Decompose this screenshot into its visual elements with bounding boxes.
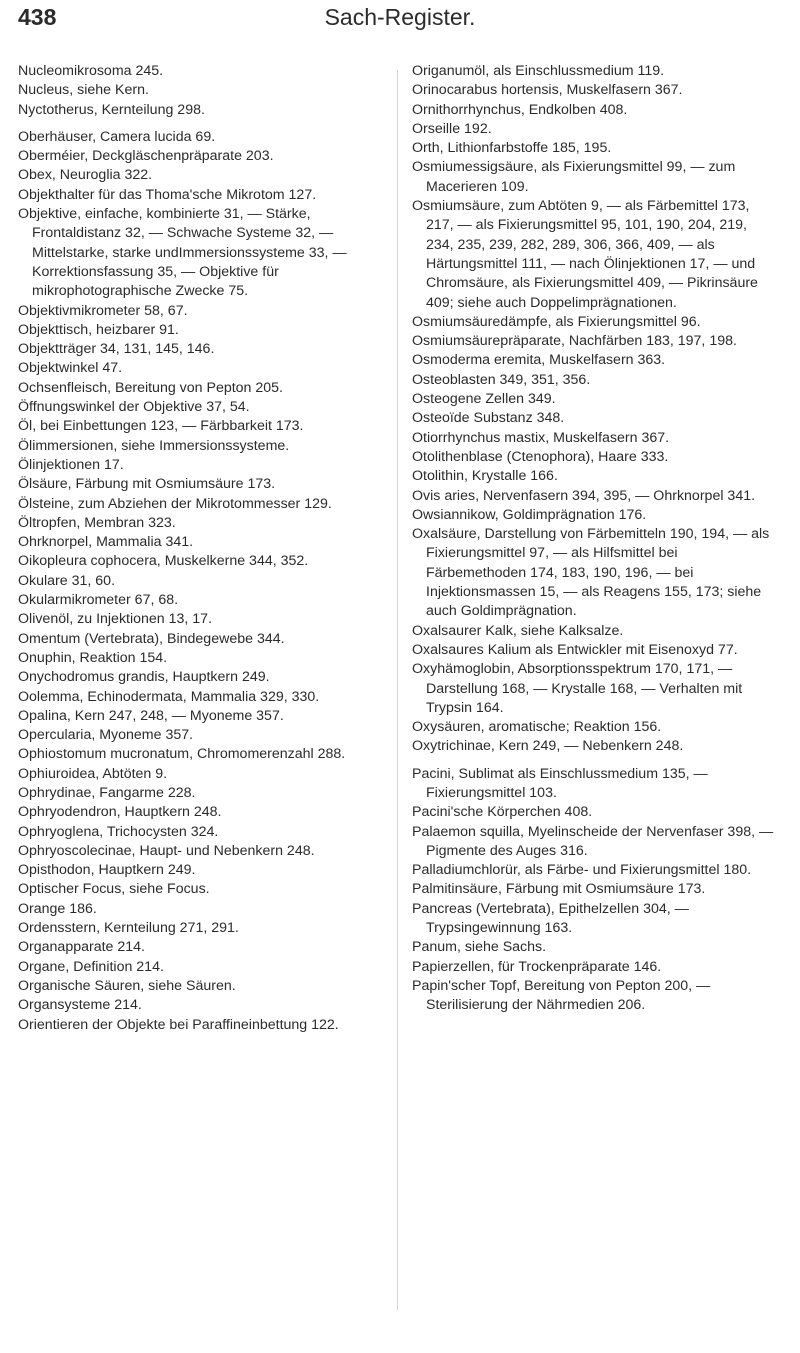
- index-entry: Oolemma, Echinodermata, Mammalia 329, 330.: [18, 688, 320, 705]
- index-entry: Ohrknorpel, Mammalia 341.: [18, 534, 194, 551]
- index-entry: Ochsenfleisch, Bereitung von Pepton 205.: [18, 379, 284, 396]
- index-entry: Objektträger 34, 131, 145, 146.: [18, 341, 215, 358]
- index-entry: Oxyhämoglobin, Absorptionsspektrum 170, 171, — Darstellung 168, — Krystalle 168, — Verhalten mit Trypsin 164.: [412, 661, 743, 716]
- index-entry: Osteoblasten 349, 351, 356.: [412, 371, 591, 388]
- index-entry: Oikopleura cophocera, Muskelkerne 344, 352.: [18, 553, 309, 570]
- index-entry: Oxalsäure, Darstellung von Färbemitteln 190, 194, — als Fixierungsmittel 97, — als Hilfsmittel bei Färbemethoden 174, 183, 190, 196, — bei Injektionsmassen 15, — als Reagens 155, 173; siehe auch Goldimprägnation.: [412, 526, 770, 620]
- index-entry: Ophryodendron, Hauptkern 248.: [18, 804, 222, 821]
- index-entry: Oxalsaures Kalium als Entwickler mit Eisenoxyd 77.: [412, 641, 738, 658]
- index-entry: Nyctotherus, Kernteilung 298.: [18, 101, 205, 118]
- index-entry: Nucleus, siehe Kern.: [18, 82, 149, 99]
- index-entry: Obex, Neuroglia 322.: [18, 167, 153, 184]
- index-entry: Otiorrhynchus mastix, Muskelfasern 367.: [412, 429, 670, 446]
- index-entry: Papierzellen, für Trockenpräparate 146.: [412, 958, 662, 975]
- index-entry: Orseille 192.: [412, 120, 492, 137]
- index-entry: Owsiannikow, Goldimprägnation 176.: [412, 506, 647, 523]
- index-entry: Osmiumsäuredämpfe, als Fixierungsmittel 96.: [412, 313, 701, 330]
- index-entry: Ölimmersionen, siehe Immersionssysteme.: [18, 437, 290, 454]
- index-column-right: [412, 62, 776, 1016]
- index-entry: Objekthalter für das Thoma'sche Mikrotom 127.: [18, 186, 317, 203]
- index-entry: Ophiuroidea, Abtöten 9.: [18, 765, 168, 782]
- index-entry: Öffnungswinkel der Objektive 37, 54.: [18, 399, 250, 416]
- index-entry: Öl, bei Einbettungen 123, — Färbbarkeit 173.: [18, 418, 304, 435]
- index-entry: Onychodromus grandis, Hauptkern 249.: [18, 669, 270, 686]
- index-entry: Opercularia, Myoneme 357.: [18, 727, 194, 744]
- page-header: [0, 0, 800, 60]
- index-entry: Objektwinkel 47.: [18, 360, 123, 377]
- index-entry: Orientieren der Objekte bei Paraffineinbettung 122.: [18, 1016, 339, 1033]
- index-entry: Otolithin, Krystalle 166.: [412, 468, 558, 485]
- index-entry: Oberméier, Deckgläschenpräparate 203.: [18, 148, 274, 165]
- index-entry: Palmitinsäure, Färbung mit Osmiumsäure 173.: [412, 881, 706, 898]
- index-entry: Otolithenblase (Ctenophora), Haare 333.: [412, 448, 669, 465]
- index-entry: Nucleomikrosoma 245.: [18, 63, 164, 79]
- page-number: 438: [18, 4, 57, 30]
- index-entry: Orange 186.: [18, 900, 97, 917]
- index-entry: Osmiumessigsäure, als Fixierungsmittel 99, — zum Macerieren 109.: [412, 159, 736, 195]
- index-entry: Onuphin, Reaktion 154.: [18, 649, 168, 666]
- index-entry: Oxytrichinae, Kern 249, — Nebenkern 248.: [412, 738, 684, 755]
- index-entry: Pacini, Sublimat als Einschlussmedium 135, — Fixierungsmittel 103.: [412, 765, 708, 801]
- index-entry: Osteoïde Substanz 348.: [412, 410, 565, 427]
- index-entry: Ophrydinae, Fangarme 228.: [18, 784, 196, 801]
- index-entry: Osteogene Zellen 349.: [412, 391, 556, 408]
- index-entry: Panum, siehe Sachs.: [412, 939, 547, 956]
- index-entry: Opalina, Kern 247, 248, — Myoneme 357.: [18, 707, 284, 724]
- index-entry: Ölsäure, Färbung mit Osmiumsäure 173.: [18, 476, 276, 493]
- index-entry: Okularmikrometer 67, 68.: [18, 592, 179, 609]
- index-entry: Organe, Definition 214.: [18, 958, 164, 975]
- index-entry: Orinocarabus hortensis, Muskelfasern 367.: [412, 82, 683, 99]
- index-column-left: [18, 62, 376, 1035]
- index-entry: Ordensstern, Kernteilung 271, 291.: [18, 920, 239, 937]
- index-entry: Olivenöl, zu Injektionen 13, 17.: [18, 611, 213, 628]
- index-entry: Öltropfen, Membran 323.: [18, 514, 176, 531]
- index-entry: Opisthodon, Hauptkern 249.: [18, 862, 196, 879]
- index-entry: Optischer Focus, siehe Focus.: [18, 881, 210, 898]
- index-entry: Ovis aries, Nervenfasern 394, 395, — Ohrknorpel 341.: [412, 487, 756, 504]
- index-entry: Ophryoglena, Trichocysten 324.: [18, 823, 219, 840]
- index-entry: Oberhäuser, Camera lucida 69.: [18, 128, 216, 145]
- index-entry: Objekttisch, heizbarer 91.: [18, 321, 179, 338]
- running-title: Sach-Register.: [324, 4, 476, 30]
- index-entry: Organische Säuren, siehe Säuren.: [18, 977, 236, 994]
- index-entry: Origanumöl, als Einschlussmedium 119.: [412, 63, 665, 79]
- index-entry: Objektive, einfache, kombinierte 31, — Stärke, Frontaldistanz 32, — Schwache Systeme 32, — Mittelstarke, starke undImmersionssysteme 33, — Korrektionsfassung 35, — Objektive für mikrophotographische Zwecke 75.: [18, 206, 347, 300]
- index-entry: Osmiumsäure, zum Abtöten 9, — als Färbemittel 173, 217, — als Fixierungsmittel 95, 101, 190, 204, 219, 234, 235, 239, 282, 289, 306, 366, 409, — als Härtungsmittel 111, — nach Ölinjektionen 17, — und Chromsäure, als Fixierungsmittel 409, — Pikrinsäure 409; siehe auch Doppelimprägnationen.: [412, 198, 758, 311]
- index-entry: Ophryoscolecinae, Haupt- und Nebenkern 248.: [18, 842, 315, 859]
- index-entry: Organapparate 214.: [18, 939, 145, 956]
- index-entry: Okulare 31, 60.: [18, 572, 116, 589]
- index-entry: Pancreas (Vertebrata), Epithelzellen 304, — Trypsingewinnung 163.: [412, 900, 689, 937]
- index-entry: Osmoderma eremita, Muskelfasern 363.: [412, 352, 666, 369]
- index-entry: Ölinjektionen 17.: [18, 456, 124, 473]
- index-entry: Osmiumsäurepräparate, Nachfärben 183, 197, 198.: [412, 333, 737, 350]
- index-entry: Oxalsaurer Kalk, siehe Kalksalze.: [412, 622, 624, 639]
- index-entry: Orth, Lithionfarbstoffe 185, 195.: [412, 140, 612, 157]
- index-entry: Palladiumchlorür, als Färbe- und Fixierungsmittel 180.: [412, 862, 752, 879]
- index-entry: Omentum (Vertebrata), Bindegewebe 344.: [18, 630, 285, 647]
- index-entry: Objektivmikrometer 58, 67.: [18, 302, 188, 319]
- column-divider: [397, 70, 398, 1310]
- index-entry: Oxysäuren, aromatische; Reaktion 156.: [412, 719, 662, 736]
- index-entry: Ophiostomum mucronatum, Chromomerenzahl 288.: [18, 746, 346, 763]
- index-entry: Papin'scher Topf, Bereitung von Pepton 200, — Sterilisierung der Nährmedien 206.: [412, 977, 711, 1014]
- index-entry: Organsysteme 214.: [18, 997, 142, 1014]
- index-entry: Ornithorrhynchus, Endkolben 408.: [412, 101, 628, 118]
- index-entry: Pacini'sche Körperchen 408.: [412, 804, 593, 821]
- index-entry: Palaemon squilla, Myelinscheide der Nervenfaser 398, — Pigmente des Auges 316.: [412, 823, 774, 859]
- index-entry: Ölsteine, zum Abziehen der Mikrotommesser 129.: [18, 495, 332, 512]
